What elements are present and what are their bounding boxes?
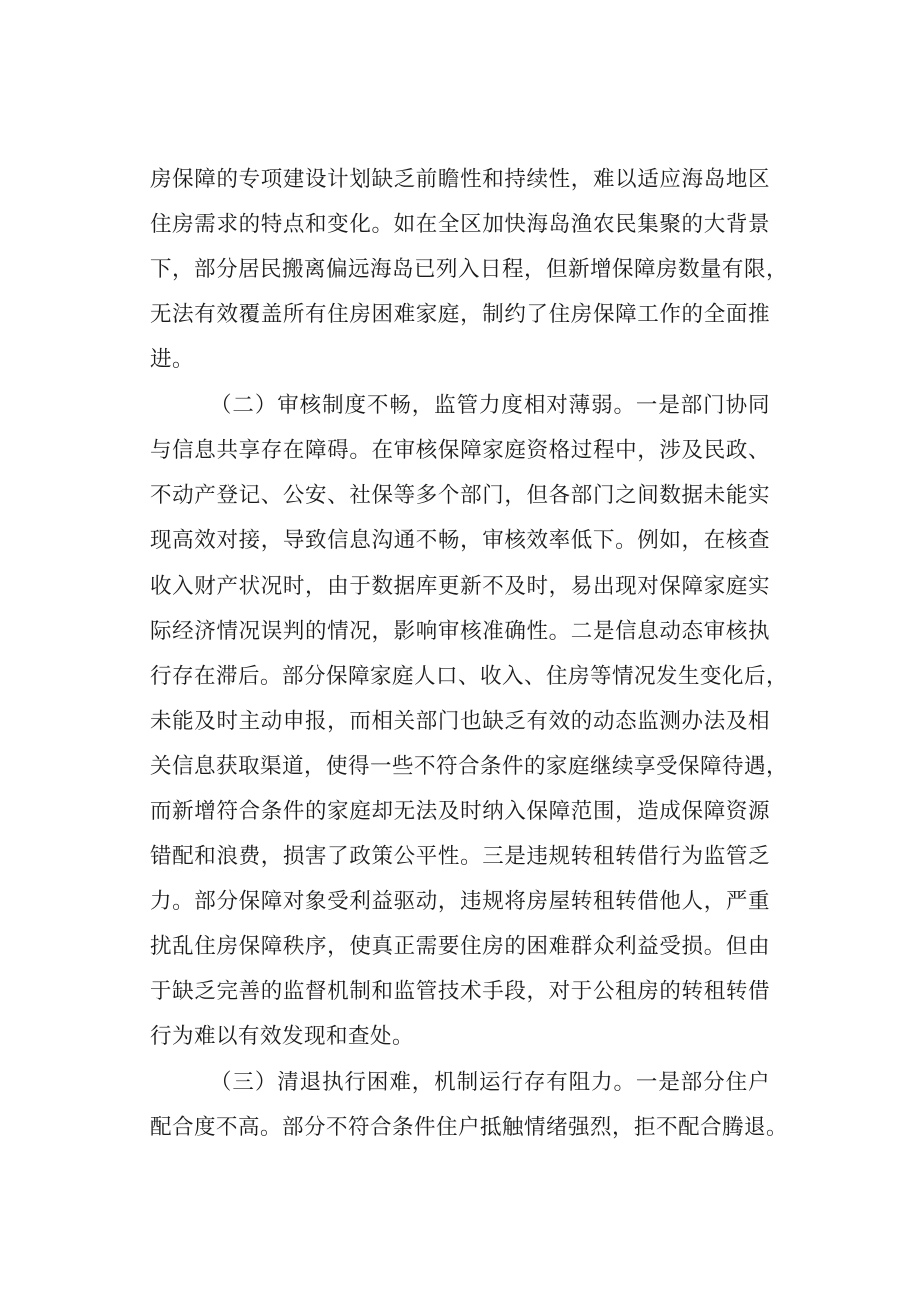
text-line: 关信息获取渠道，使得一些不符合条件的家庭继续享受保障待遇， bbox=[150, 754, 789, 779]
text-line: 下，部分居民搬离偏远海岛已列入日程，但新增保障房数量有限， bbox=[150, 257, 789, 282]
text-line: 扰乱住房保障秩序，使真正需要住房的困难群众利益受损。但由 bbox=[150, 934, 770, 959]
text-line: 而新增符合条件的家庭却无法及时纳入保障范围，造成保障资源 bbox=[150, 799, 770, 824]
text-line: 与信息共享存在障碍。在审核保障家庭资格过程中，涉及民政、 bbox=[150, 438, 770, 463]
text-line: 进。 bbox=[150, 347, 195, 372]
text-line: 际经济情况误判的情况，影响审核准确性。二是信息动态审核执 bbox=[150, 619, 770, 644]
text-line: 错配和浪费，损害了政策公平性。三是违规转租转借行为监管乏 bbox=[150, 844, 770, 869]
text-line: 于缺乏完善的监督机制和监管技术手段，对于公租房的转租转借 bbox=[150, 979, 770, 1004]
text-line: 不动产登记、公安、社保等多个部门，但各部门之间数据未能实 bbox=[150, 483, 770, 508]
section-heading-2: （二）审核制度不畅，监管力度相对薄弱。一是部门协同 bbox=[210, 393, 770, 418]
text-line: 行存在滞后。部分保障家庭人口、收入、住房等情况发生变化后， bbox=[150, 664, 789, 689]
text-line: 未能及时主动申报，而相关部门也缺乏有效的动态监测办法及相 bbox=[150, 709, 770, 734]
text-line: 力。部分保障对象受利益驱动，违规将房屋转租转借他人，严重 bbox=[150, 889, 770, 914]
text-line: 住房需求的特点和变化。如在全区加快海岛渔农民集聚的大背景 bbox=[150, 212, 770, 237]
text-line: 无法有效覆盖所有住房困难家庭，制约了住房保障工作的全面推 bbox=[150, 302, 770, 327]
text-line: 配合度不高。部分不符合条件住户抵触情绪强烈，拒不配合腾退。 bbox=[150, 1115, 789, 1140]
text-line: 现高效对接，导致信息沟通不畅，审核效率低下。例如，在核查 bbox=[150, 528, 770, 553]
section-heading-3: （三）清退执行困难，机制运行存有阻力。一是部分住户 bbox=[210, 1070, 770, 1095]
text-line: 房保障的专项建设计划缺乏前瞻性和持续性，难以适应海岛地区 bbox=[150, 167, 770, 192]
text-line: 行为难以有效发现和查处。 bbox=[150, 1024, 415, 1049]
text-line: 收入财产状况时，由于数据库更新不及时，易出现对保障家庭实 bbox=[150, 574, 770, 599]
